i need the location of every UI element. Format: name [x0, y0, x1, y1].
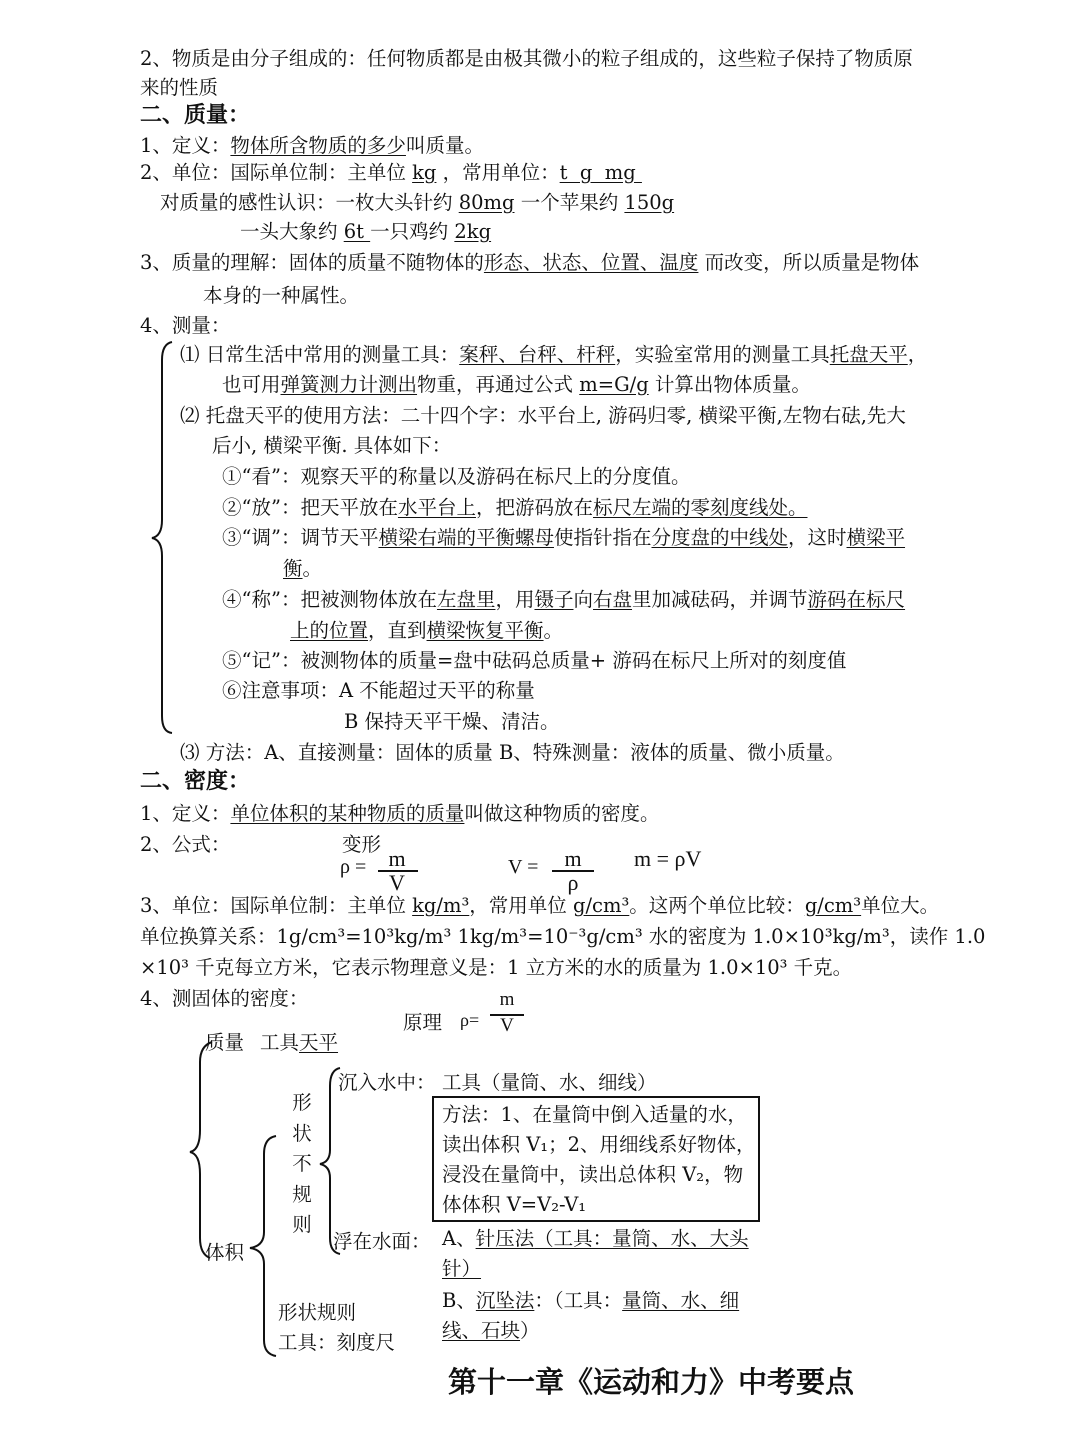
underlined-term: 托盘天平 — [829, 343, 908, 366]
char: 不 — [292, 1152, 312, 1175]
regular-shape-tool: 工具：刻度尺 — [278, 1331, 396, 1354]
text: 而改变，所以质量是物体 — [698, 251, 920, 274]
text: ，这时 — [788, 526, 847, 549]
m-equals-rho-v: m = ρV — [634, 846, 702, 871]
underlined-term: 衡 — [283, 557, 303, 580]
char: 规 — [292, 1182, 312, 1206]
transform-label: 变形 — [342, 833, 382, 856]
needle-method — [442, 1226, 749, 1252]
unit-main: kg/m³ — [412, 894, 470, 917]
next-chapter-title: 第十一章《运动和力》中考要点 — [448, 1365, 855, 1399]
text: 物重，再通过公式 — [417, 373, 580, 396]
text: ，实验室常用的测量工具 — [615, 343, 830, 366]
step-record: ⑤“记”：被测物体的质量=盘中砝码总质量+ 游码在标尺上所对的刻度值 — [222, 649, 847, 672]
text: 里加减砝码，并调节 — [632, 588, 808, 611]
regular-shape-label: 形状规则 — [278, 1301, 357, 1324]
measure-2-line-1: ⑵ 托盘天平的使用方法：二十四个字：水平台上, 游码归零, 横梁平衡,左物右砝,先大 — [180, 404, 906, 427]
fraction-denominator-v: V — [389, 870, 405, 895]
elephant-mass: 6t — [343, 220, 371, 243]
underlined-term: 分度盘的中线处 — [651, 526, 788, 549]
tools: （工具：量筒、水、大头 — [534, 1227, 749, 1250]
text: 3、质量的理解：固体的质量不随物体的 — [140, 251, 484, 274]
text: ③“调”：调节天平 — [222, 526, 379, 549]
text: 3、单位：国际单位制：主单位 — [140, 894, 413, 917]
method-line-3: 浸没在量筒中，读出总体积 V₂，物 — [442, 1163, 744, 1186]
mass-branch-label: 质量 — [205, 1031, 245, 1054]
unit-conversion: 单位换算关系：1g/cm³=10³kg/m³ 1kg/m³=10⁻³g/cm³ 水的密度为 1.0×10³kg/m³，读作 1.0 — [140, 925, 986, 948]
underlined-term: 横梁右端的平衡螺母 — [378, 526, 554, 549]
underlined-term: 上的位置 — [290, 619, 369, 642]
formula: m=G/g — [579, 373, 649, 396]
intro-line-2: 来的性质 — [140, 76, 219, 99]
volume-branch-label: 体积 — [205, 1241, 245, 1264]
text: ：（工具： — [534, 1289, 623, 1312]
step-look: ①“看”：观察天平的称量以及游码在标尺上的分度值。 — [222, 465, 691, 488]
step-notes-b: B 保持天平干燥、清洁。 — [344, 710, 560, 733]
tools: 针） — [442, 1257, 482, 1280]
text: 向 — [573, 588, 594, 611]
text: 。 — [543, 619, 564, 642]
text: ， — [907, 343, 928, 366]
chicken-mass: 2kg — [454, 220, 492, 243]
mass-tool — [260, 1030, 338, 1056]
char: 则 — [292, 1213, 312, 1236]
underlined-term: 弹簧测力计测出 — [280, 373, 418, 396]
sink-label: 沉入水中： — [338, 1071, 436, 1094]
formula-label: 2、公式： — [140, 833, 231, 856]
principle-rho: ρ= — [460, 1010, 480, 1030]
text: 。这两个单位比较： — [629, 894, 805, 917]
water-density-meaning: ×10³ 千克每立方米，它表示物理意义是：1 立方米的水的质量为 1.0×10³ 千克。 — [140, 956, 853, 979]
principle-denominator-v: V — [500, 1015, 514, 1036]
intro-line-1: 2、物质是由分子组成的：任何物质都是由极其微小的粒子组成的，这些粒子保持了物质原 — [140, 47, 913, 70]
needle-method-2 — [442, 1256, 481, 1282]
text: 使指针指在 — [553, 526, 652, 549]
underlined-term: 针压法 — [475, 1227, 535, 1250]
text: A、 — [442, 1227, 476, 1250]
mass-heading: 二、质量： — [140, 103, 251, 128]
sinker-method-2 — [442, 1318, 540, 1344]
sink-tools: 工具（量筒、水、细线） — [442, 1071, 657, 1094]
text: 工具 — [260, 1031, 300, 1054]
unit-main: kg — [412, 161, 437, 184]
text: ，常用单位： — [436, 161, 560, 184]
pin-mass: 80mg — [458, 191, 515, 214]
solid-density-heading: 4、测固体的密度： — [140, 987, 309, 1010]
text: ） — [520, 1319, 540, 1342]
label: 2、单位：国际单位制：主单位 — [140, 161, 413, 184]
unit-big: g/cm³ — [804, 894, 862, 917]
label: 1、定义： — [140, 134, 231, 157]
text: ，直到 — [368, 619, 427, 642]
underlined-term: 右盘 — [593, 588, 633, 611]
text: B、 — [442, 1289, 476, 1312]
underlined-term: 水平台上 — [397, 496, 476, 519]
apple-mass: 150g — [624, 191, 675, 214]
fraction-numerator-m: m — [564, 846, 582, 871]
float-label: 浮在水面： — [333, 1230, 431, 1253]
label: 1、定义： — [140, 802, 231, 825]
underlined-term: 单位体积的某种物质的质量 — [230, 802, 465, 825]
text: 单位大。 — [861, 894, 940, 917]
text: ④“称”：把被测物体放在 — [222, 588, 437, 611]
method-line-1: 方法：1、在量筒中倒入适量的水， — [442, 1103, 747, 1126]
underlined-term: 横梁平 — [846, 526, 906, 549]
char: 状 — [292, 1121, 312, 1145]
underlined-term: 游码在标尺 — [807, 588, 906, 611]
principle-label: 原理 — [403, 1011, 443, 1034]
text: ，用 — [495, 588, 535, 611]
irregular-shape-label — [290, 1088, 314, 1241]
measure-heading: 4、测量： — [140, 314, 231, 337]
underlined-term: 左盘里 — [436, 588, 496, 611]
text: 叫质量。 — [405, 134, 484, 157]
unit-common: t g mg — [559, 161, 642, 184]
unit-common: g/cm³ — [573, 894, 630, 917]
v-equals: V = — [508, 856, 539, 878]
underlined-term: 形态、状态、位置、温度 — [483, 251, 699, 274]
text: ⑴ 日常生活中常用的测量工具： — [180, 343, 460, 366]
underlined-term: 案秤、台秤、杆秤 — [459, 343, 616, 366]
text: 计算出物体质量。 — [648, 373, 811, 396]
tools: 量筒、水、细 — [622, 1289, 740, 1312]
fraction-numerator-m: m — [388, 846, 406, 871]
text: ②“放”：把天平放在 — [222, 496, 398, 519]
principle-numerator-m: m — [499, 989, 515, 1010]
text: 叫做这种物质的密度。 — [464, 802, 660, 825]
underlined-term: 物体所含物质的多少 — [230, 134, 406, 157]
rho-equals: ρ = — [340, 856, 367, 878]
mass-understanding-2: 本身的一种属性。 — [203, 284, 360, 307]
step-notes-a: ⑥注意事项：A 不能超过天平的称量 — [222, 679, 535, 702]
text: 一只鸡约 — [370, 220, 455, 243]
measure-3: ⑶ 方法：A、直接测量：固体的质量 B、特殊测量：液体的质量、微小质量。 — [180, 741, 845, 764]
char: 形 — [292, 1091, 312, 1114]
sinker-method — [442, 1288, 739, 1314]
tools: 线、石块 — [442, 1319, 521, 1342]
text: 对质量的感性认识：一枚大头针约 — [160, 191, 459, 214]
text: ，常用单位 — [469, 894, 573, 917]
underlined-term: 横梁恢复平衡 — [426, 619, 544, 642]
density-heading: 二、密度： — [140, 769, 251, 794]
underlined-term: 标尺左端的零刻度线处。 — [592, 496, 808, 519]
underlined-term: 沉坠法 — [475, 1289, 535, 1312]
text: 也可用 — [222, 373, 281, 396]
text: 一个苹果约 — [514, 191, 625, 214]
measure-2-line-2: 后小, 横梁平衡. 具体如下： — [212, 434, 452, 457]
underlined-term: 天平 — [299, 1031, 339, 1054]
text: ，把游码放在 — [475, 496, 593, 519]
text: 一头大象约 — [240, 220, 344, 243]
method-line-4: 体体积 V=V₂-V₁ — [442, 1193, 587, 1216]
text: 。 — [302, 557, 323, 580]
underlined-term: 镊子 — [534, 588, 574, 611]
method-line-2: 读出体积 V₁；2、用细线系好物体， — [442, 1133, 756, 1156]
fraction-denominator-rho: ρ — [567, 870, 579, 895]
